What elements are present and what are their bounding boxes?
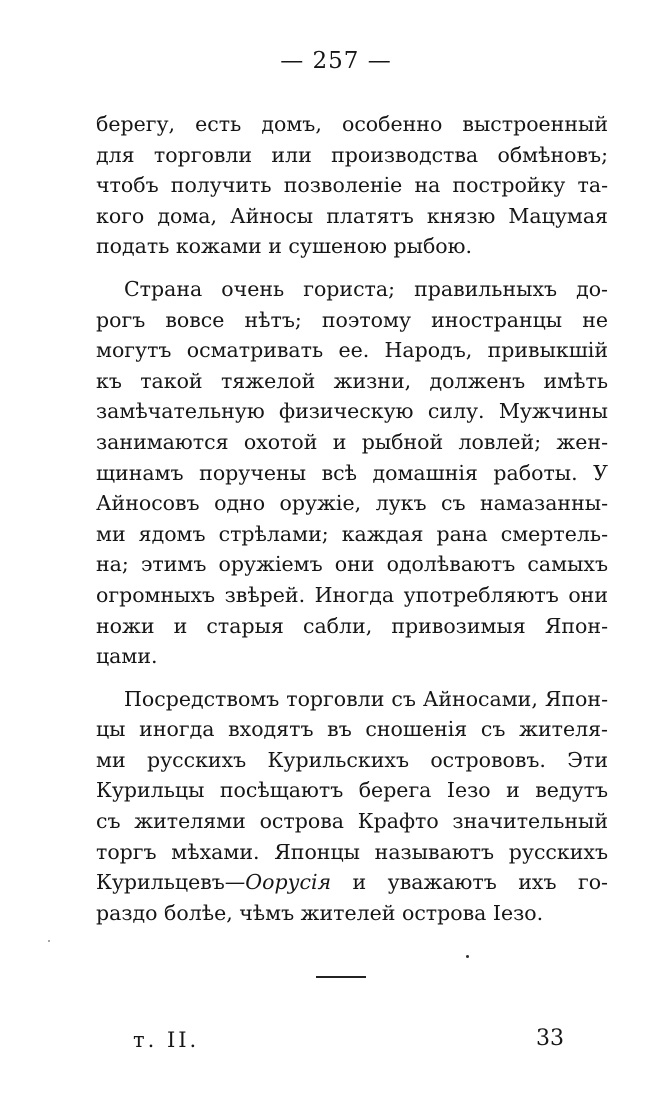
paragraph-1 (96, 109, 608, 262)
sheet-number: 33 (536, 1026, 564, 1051)
text-line: подать кожами и сушеною рыбою. (96, 234, 472, 259)
closing-rule (316, 976, 366, 978)
text-line: съ жителями острова Крафто значительный (96, 809, 608, 834)
text-line: рогъ вовсе нѣтъ; поэтому иностранцы не (96, 307, 608, 332)
text-line: берегу, есть домъ, особенно выстроенный (96, 112, 608, 136)
page-number: — 257 — (280, 48, 392, 74)
text-line: кого дома, Айносы платятъ князю Мацумая (96, 203, 608, 228)
text-segment: и уважаютъ ихъ го- (331, 870, 608, 895)
text-line: на; этимъ оружiемъ они одолѣваютъ самыхъ (96, 552, 608, 577)
text-line: цами. (96, 644, 158, 669)
print-speck (466, 955, 469, 958)
text-line: къ такой тяжелой жизни, долженъ имѣть (96, 368, 608, 393)
text-line: Посредствомъ торговли съ Айносами, Япон- (124, 686, 608, 711)
text-line: Айносовъ одно оружiе, лукъ съ намазанны- (96, 491, 608, 516)
italic-term: Оорусiя (245, 870, 332, 895)
text-line-with-italic (96, 867, 608, 898)
text-line: Страна очень гориста; правильныхъ до- (124, 276, 608, 301)
print-speck (48, 940, 50, 942)
text-line: могутъ осматривать ее. Народъ, привыкшiй (96, 338, 608, 363)
text-segment: Курильцевъ— (96, 870, 246, 895)
text-line: ми русскихъ Курильскихъ острововъ. Эти (96, 747, 608, 772)
text-line: Курильцы посѣщаютъ берега Iезо и ведутъ (96, 778, 608, 803)
text-line: торгъ мѣхами. Японцы называютъ русскихъ (96, 839, 608, 864)
text-line: цы иногда входятъ въ сношенiя съ жителя- (96, 717, 608, 742)
paragraph-gap (96, 672, 608, 684)
page-text (96, 109, 608, 928)
text-line: занимаются охотой и рыбной ловлей; жен- (96, 429, 608, 454)
text-line: раздо болѣе, чѣмъ жителей острова Iезо. (96, 900, 544, 925)
text-line: чтобъ получить позволенiе на постройку та- (96, 173, 608, 198)
text-line: огромныхъ звѣрей. Иногда употребляютъ они (96, 582, 608, 607)
text-line: замѣчательную физическую силу. Мужчины (96, 399, 608, 424)
signature-mark: т. II. (133, 1028, 200, 1052)
paragraph-2 (96, 274, 608, 672)
text-line: щинамъ поручены всѣ домашнiя работы. У (96, 460, 608, 485)
text-line: для торговли или производства обмѣновъ; (96, 142, 608, 167)
paragraph-gap (96, 262, 608, 274)
text-line: ножи и старыя сабли, привозимыя Япон- (96, 613, 608, 638)
paragraph-3 (96, 684, 608, 929)
text-line: ми ядомъ стрѣлами; каждая рана смертель- (96, 521, 608, 546)
